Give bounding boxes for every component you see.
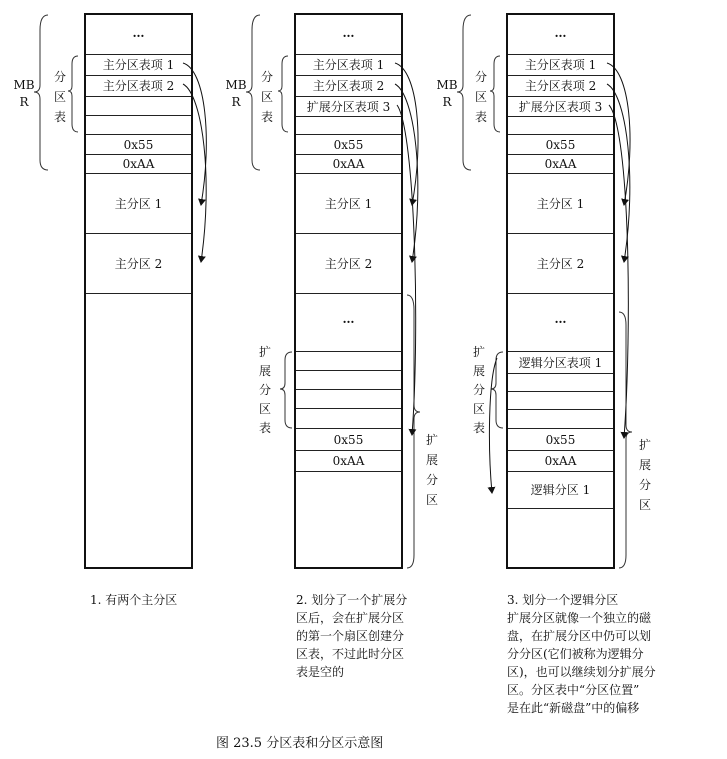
partition-table-label: 分 区 表 — [474, 70, 487, 124]
entry-to-partition-arrow — [397, 105, 416, 435]
logical-partition-1: 逻辑分区 1 — [508, 472, 613, 509]
ext-signature-0xaa: 0xAA — [508, 451, 613, 472]
ext-signature-0x55: 0x55 — [508, 429, 613, 451]
partition-entry-extended-3: 扩展分区表项 3 — [508, 97, 613, 117]
mbr-label: MB R — [13, 78, 35, 109]
primary-partition-2: 主分区 2 — [86, 234, 191, 294]
ext-partition-label: 扩 展 分 区 — [638, 438, 651, 512]
caption-col2: 2. 划分了一个扩展分 区后，会在扩展分区 的第一个扇区创建分 区表，不过此时分区 表是空的 — [296, 593, 408, 679]
ext-sector-ellipsis: … — [508, 294, 613, 352]
signature-0x55: 0x55 — [508, 135, 613, 155]
ext-signature-0xaa: 0xAA — [296, 451, 401, 472]
partition-entry-primary-1: 主分区表项 1 — [296, 55, 401, 76]
ext-partition-table-brace — [280, 352, 292, 428]
partition-table-brace — [490, 56, 500, 132]
mbr-brace — [34, 15, 48, 170]
partition-table-brace — [278, 56, 288, 132]
partition-entry-primary-2: 主分区表项 2 — [86, 76, 191, 97]
primary-partition-2: 主分区 2 — [296, 234, 401, 294]
primary-partition-1: 主分区 1 — [508, 174, 613, 234]
primary-partition-1: 主分区 1 — [296, 174, 401, 234]
signature-0x55: 0x55 — [86, 135, 191, 155]
caption-col3: 3. 划分一个逻辑分区 扩展分区就像一个独立的磁 盘，在扩展分区中仍可以划 分分区(它们被称为逻辑分 区)，也可以继续划分扩展分 区。分区表中“分区位置” 是在此“新磁盘”中的偏移 — [507, 593, 656, 715]
partition-entry-primary-1: 主分区表项 1 — [86, 55, 191, 76]
entry-to-partition-arrow — [183, 84, 206, 262]
partition-entry-primary-1: 主分区表项 1 — [508, 55, 613, 76]
ext-partition-table-label: 扩 展 分 区 表 — [472, 345, 485, 435]
ext-signature-0x55: 0x55 — [296, 429, 401, 451]
primary-partition-1: 主分区 1 — [86, 174, 191, 234]
logical-partition-entry-1: 逻辑分区表项 1 — [508, 352, 613, 374]
figure-caption: 图 23.5 分区表和分区示意图 — [216, 736, 384, 751]
partition-table-label: 分 区 表 — [53, 70, 66, 124]
ext-partition-table-brace — [491, 352, 503, 428]
sector-ellipsis: … — [296, 15, 401, 55]
sector-ellipsis: … — [508, 15, 613, 55]
ext-partition-table-label: 扩 展 分 区 表 — [258, 345, 271, 435]
caption-col1: 1. 有两个主分区 — [90, 593, 178, 607]
ext-partition-brace — [407, 295, 420, 568]
sector-ellipsis: … — [86, 15, 191, 55]
partition-table-label: 分 区 表 — [260, 70, 273, 124]
entry-to-partition-arrow — [607, 84, 630, 262]
signature-0x55: 0x55 — [296, 135, 401, 155]
mbr-brace — [457, 15, 471, 170]
mbr-brace — [246, 15, 260, 170]
mbr-label: MB R — [436, 78, 458, 109]
partition-entry-extended-3: 扩展分区表项 3 — [296, 97, 401, 117]
ext-partition-label: 扩 展 分 区 — [425, 433, 438, 507]
ext-partition-brace — [619, 312, 632, 568]
signature-0xaa: 0xAA — [296, 155, 401, 174]
entry-to-partition-arrow — [609, 105, 628, 438]
signature-0xaa: 0xAA — [508, 155, 613, 174]
primary-partition-2: 主分区 2 — [508, 234, 613, 294]
partition-entry-primary-2: 主分区表项 2 — [296, 76, 401, 97]
ext-sector-ellipsis: … — [296, 294, 401, 352]
partition-entry-primary-2: 主分区表项 2 — [508, 76, 613, 97]
mbr-label: MB R — [225, 78, 247, 109]
partition-table-brace — [68, 56, 78, 132]
signature-0xaa: 0xAA — [86, 155, 191, 174]
